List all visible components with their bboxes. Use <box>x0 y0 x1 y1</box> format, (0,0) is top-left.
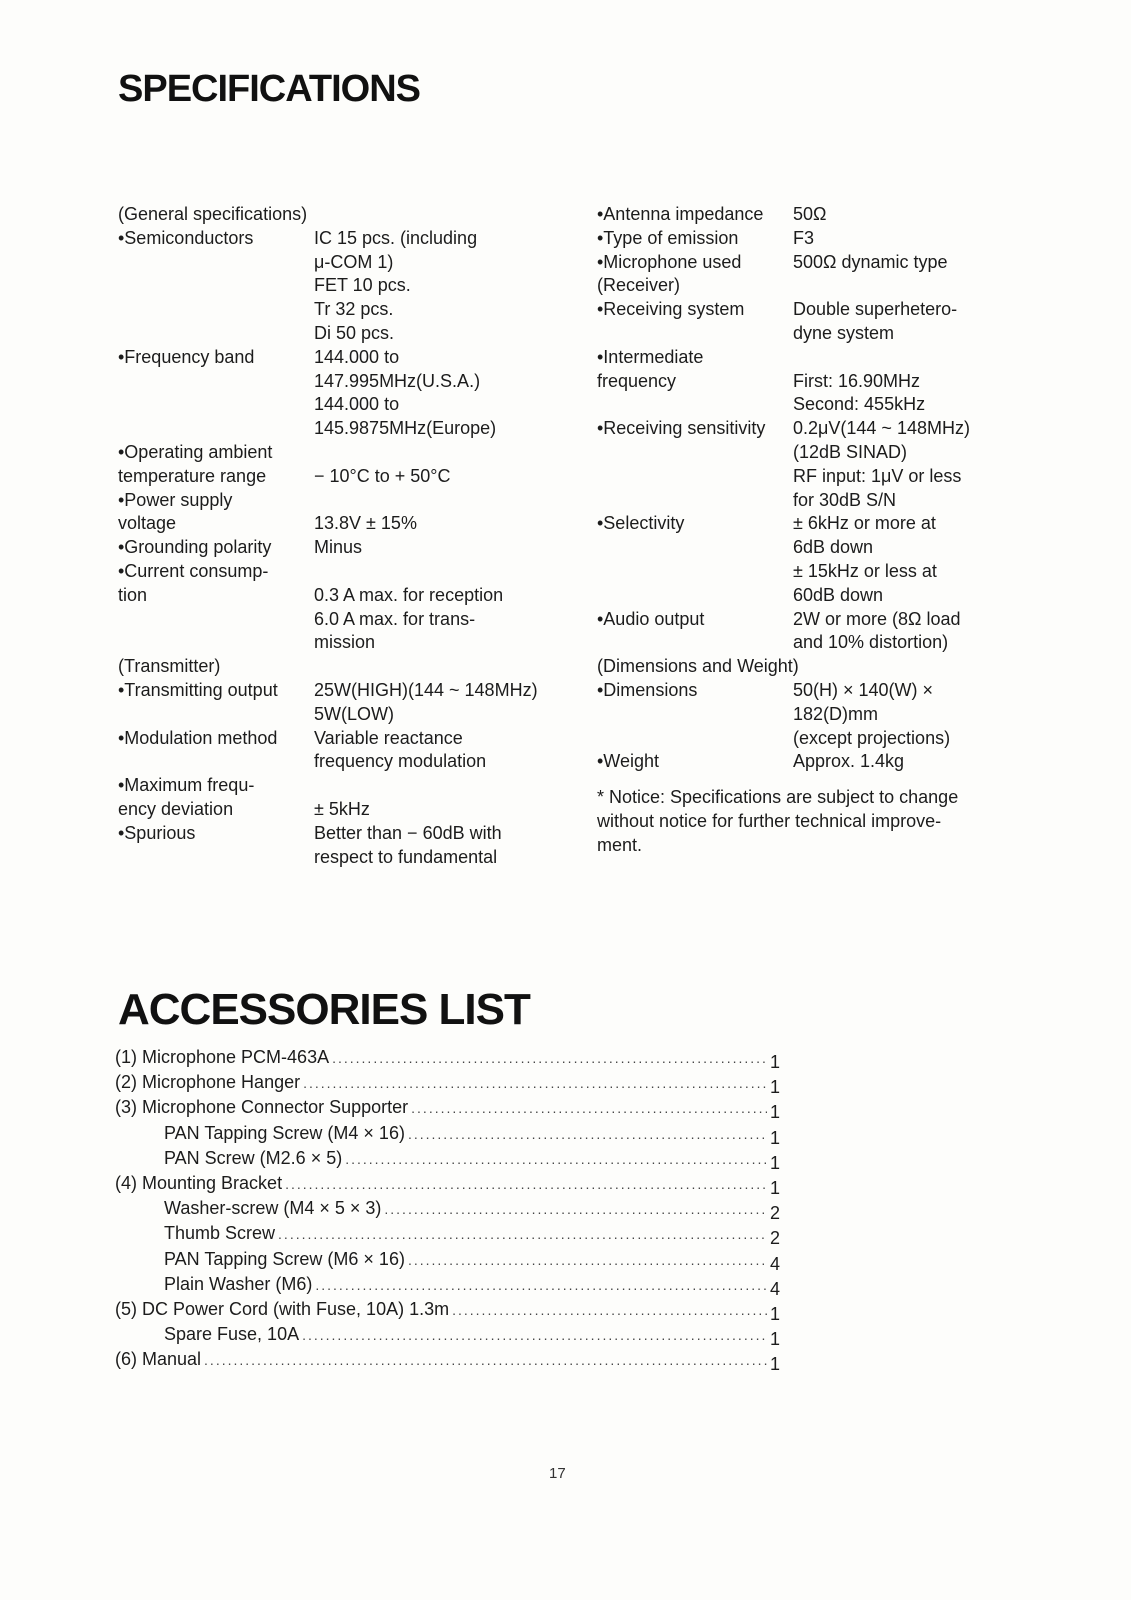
accessory-name: Spare Fuse, 10A <box>164 1324 300 1345</box>
spec-row <box>118 822 578 870</box>
accessory-name: (6) Manual <box>115 1349 202 1370</box>
accessory-item <box>115 1297 781 1325</box>
spec-row <box>597 298 1027 346</box>
spec-value: Minus <box>314 537 363 558</box>
spec-section-heading: (Transmitter) <box>118 656 221 677</box>
accessory-quantity: 2 <box>770 1203 781 1224</box>
page-number: 17 <box>549 1465 566 1482</box>
accessory-quantity: 1 <box>770 1329 781 1350</box>
dot-leader <box>278 1222 767 1246</box>
accessory-item <box>115 1171 781 1199</box>
dot-leader <box>285 1172 767 1196</box>
accessory-item <box>115 1121 780 1146</box>
spec-value: F3 <box>793 227 815 248</box>
spec-value: 25W(HIGH)(144 ~ 148MHz) 5W(LOW) <box>314 679 538 724</box>
spec-label: •Spurious <box>118 822 196 843</box>
spec-row <box>597 679 1027 750</box>
accessory-item <box>115 1322 781 1350</box>
dot-leader <box>384 1197 767 1221</box>
accessory-name: (1) Microphone PCM-463A <box>115 1047 330 1067</box>
spec-row <box>118 679 578 727</box>
spec-value: ± 5kHz <box>314 798 370 819</box>
dot-leader <box>408 1248 767 1272</box>
spec-label: •Semiconductors <box>118 227 254 248</box>
spec-label: •Operating ambient temperature range <box>118 441 273 486</box>
accessory-name: (2) Microphone Hanger <box>115 1072 301 1093</box>
spec-row <box>597 608 1027 656</box>
accessory-name: PAN Tapping Screw (M4 × 16) <box>164 1122 405 1143</box>
spec-row <box>118 774 578 822</box>
spec-value: IC 15 pcs. (including μ-COM 1) FET 10 pcs. Tr 32 pcs. Di 50 pcs. <box>314 227 478 343</box>
accessory-quantity: 1 <box>770 1052 781 1072</box>
spec-value: First: 16.90MHz Second: 455kHz <box>793 370 926 415</box>
spec-right-rows <box>597 203 1027 774</box>
spec-section-heading: (Receiver) <box>597 275 681 296</box>
spec-row <box>597 203 1027 227</box>
spec-row <box>118 227 578 346</box>
dot-leader <box>332 1046 767 1070</box>
spec-value: ± 6kHz or more at 6dB down ± 15kHz or less at 60dB down <box>793 513 937 605</box>
dot-leader <box>408 1122 767 1146</box>
spec-label: •Grounding polarity <box>118 537 272 558</box>
dot-leader <box>345 1147 767 1171</box>
accessory-quantity: 4 <box>770 1278 781 1299</box>
spec-left-column <box>118 203 578 869</box>
spec-label: •Audio output <box>597 608 705 629</box>
accessory-name: Plain Washer (M6) <box>164 1273 313 1294</box>
spec-value: 50Ω <box>793 204 827 224</box>
spec-label: •Receiving sensitivity <box>597 418 766 439</box>
accessory-quantity: 1 <box>770 1102 781 1123</box>
accessory-item <box>115 1045 780 1070</box>
spec-label: •Dimensions <box>597 679 698 700</box>
spec-row <box>597 251 1027 275</box>
spec-label: •Intermediate frequency <box>597 346 704 391</box>
spec-row <box>118 441 578 489</box>
spec-label: •Selectivity <box>597 513 685 534</box>
spec-row <box>597 750 1027 774</box>
specifications-title: SPECIFICATIONS <box>118 68 420 110</box>
accessory-quantity: 4 <box>770 1253 781 1274</box>
accessory-name: Thumb Screw <box>164 1223 276 1244</box>
dot-leader <box>411 1096 767 1120</box>
accessory-quantity: 1 <box>770 1127 781 1148</box>
accessory-name: (4) Mounting Bracket <box>115 1173 283 1194</box>
accessory-item <box>115 1247 780 1272</box>
spec-row <box>118 560 578 655</box>
accessory-name: (3) Microphone Connector Supporter <box>115 1097 409 1118</box>
spec-value: 144.000 to 147.995MHz(U.S.A.) 144.000 to 145.9875MHz(Europe) <box>314 346 497 439</box>
spec-value: 500Ω dynamic type <box>793 251 948 272</box>
spec-value: Approx. 1.4kg <box>793 751 905 772</box>
spec-row <box>597 346 1027 417</box>
accessory-name: (5) DC Power Cord (with Fuse, 10A) 1.3m <box>115 1299 450 1320</box>
accessory-name: PAN Tapping Screw (M6 × 16) <box>164 1248 405 1269</box>
spec-label: •Maximum frequ- ency deviation <box>118 775 255 819</box>
spec-row <box>118 727 578 775</box>
dot-leader <box>303 1071 767 1095</box>
accessory-item <box>115 1070 781 1098</box>
spec-value: Variable reactance frequency modulation <box>314 727 487 772</box>
accessory-name: Washer-screw (M4 × 5 × 3) <box>164 1198 382 1219</box>
accessory-quantity: 1 <box>770 1304 781 1325</box>
spec-value: Better than − 60dB with respect to fundamental <box>314 822 502 867</box>
spec-value: 50(H) × 140(W) × 182(D)mm (except projections) <box>793 679 951 748</box>
spec-label: •Transmitting output <box>118 679 278 700</box>
accessory-quantity: 1 <box>770 1077 781 1098</box>
accessories-list <box>115 1045 780 1373</box>
accessory-item <box>115 1272 780 1297</box>
spec-label: •Modulation method <box>118 727 278 748</box>
dot-leader <box>315 1273 767 1297</box>
dot-leader <box>302 1323 767 1347</box>
spec-value: 13.8V ± 15% <box>314 513 417 534</box>
spec-section-heading: (General specifications) <box>118 204 308 224</box>
accessory-item <box>115 1146 780 1171</box>
spec-value: 0.2μV(144 ~ 148MHz) (12dB SINAD) RF input: 1μV or less for 30dB S/N <box>793 418 970 510</box>
accessory-item <box>115 1221 781 1249</box>
spec-row <box>118 346 578 441</box>
spec-row <box>597 512 1027 607</box>
spec-right-column <box>597 203 1027 858</box>
spec-row <box>597 417 1027 512</box>
spec-label: •Receiving system <box>597 299 745 320</box>
spec-label: •Frequency band <box>118 346 255 367</box>
spec-label: •Current consump- tion <box>118 560 269 605</box>
dot-leader <box>204 1348 767 1372</box>
accessory-item <box>115 1196 781 1224</box>
spec-value: 2W or more (8Ω load and 10% distortion) <box>793 608 961 653</box>
spec-value: Double superhetero- dyne system <box>793 299 958 343</box>
spec-label: •Antenna impedance <box>597 204 764 224</box>
accessory-quantity: 1 <box>770 1178 781 1199</box>
spec-section-heading: (Dimensions and Weight) <box>597 656 799 677</box>
spec-value: − 10°C to + 50°C <box>314 465 451 486</box>
accessory-name: PAN Screw (M2.6 × 5) <box>164 1147 343 1168</box>
accessory-quantity: 1 <box>770 1152 781 1173</box>
accessory-quantity: 1 <box>770 1354 781 1375</box>
accessory-item <box>115 1095 781 1123</box>
spec-label: •Type of emission <box>597 227 739 248</box>
spec-value: 0.3 A max. for reception 6.0 A max. for trans- mission <box>314 584 504 653</box>
accessories-title: ACCESSORIES LIST <box>118 985 530 1034</box>
spec-row <box>118 536 578 560</box>
spec-label: •Microphone used <box>597 251 742 272</box>
dot-leader <box>452 1298 767 1322</box>
spec-notice: * Notice: Specifications are subject to change without notice for further technical improve- ment. <box>597 787 959 855</box>
spec-row <box>597 227 1027 251</box>
spec-row <box>118 489 578 537</box>
accessory-item <box>115 1347 781 1375</box>
spec-label: •Power supply voltage <box>118 489 233 534</box>
accessory-quantity: 2 <box>770 1228 781 1249</box>
spec-label: •Weight <box>597 751 659 772</box>
